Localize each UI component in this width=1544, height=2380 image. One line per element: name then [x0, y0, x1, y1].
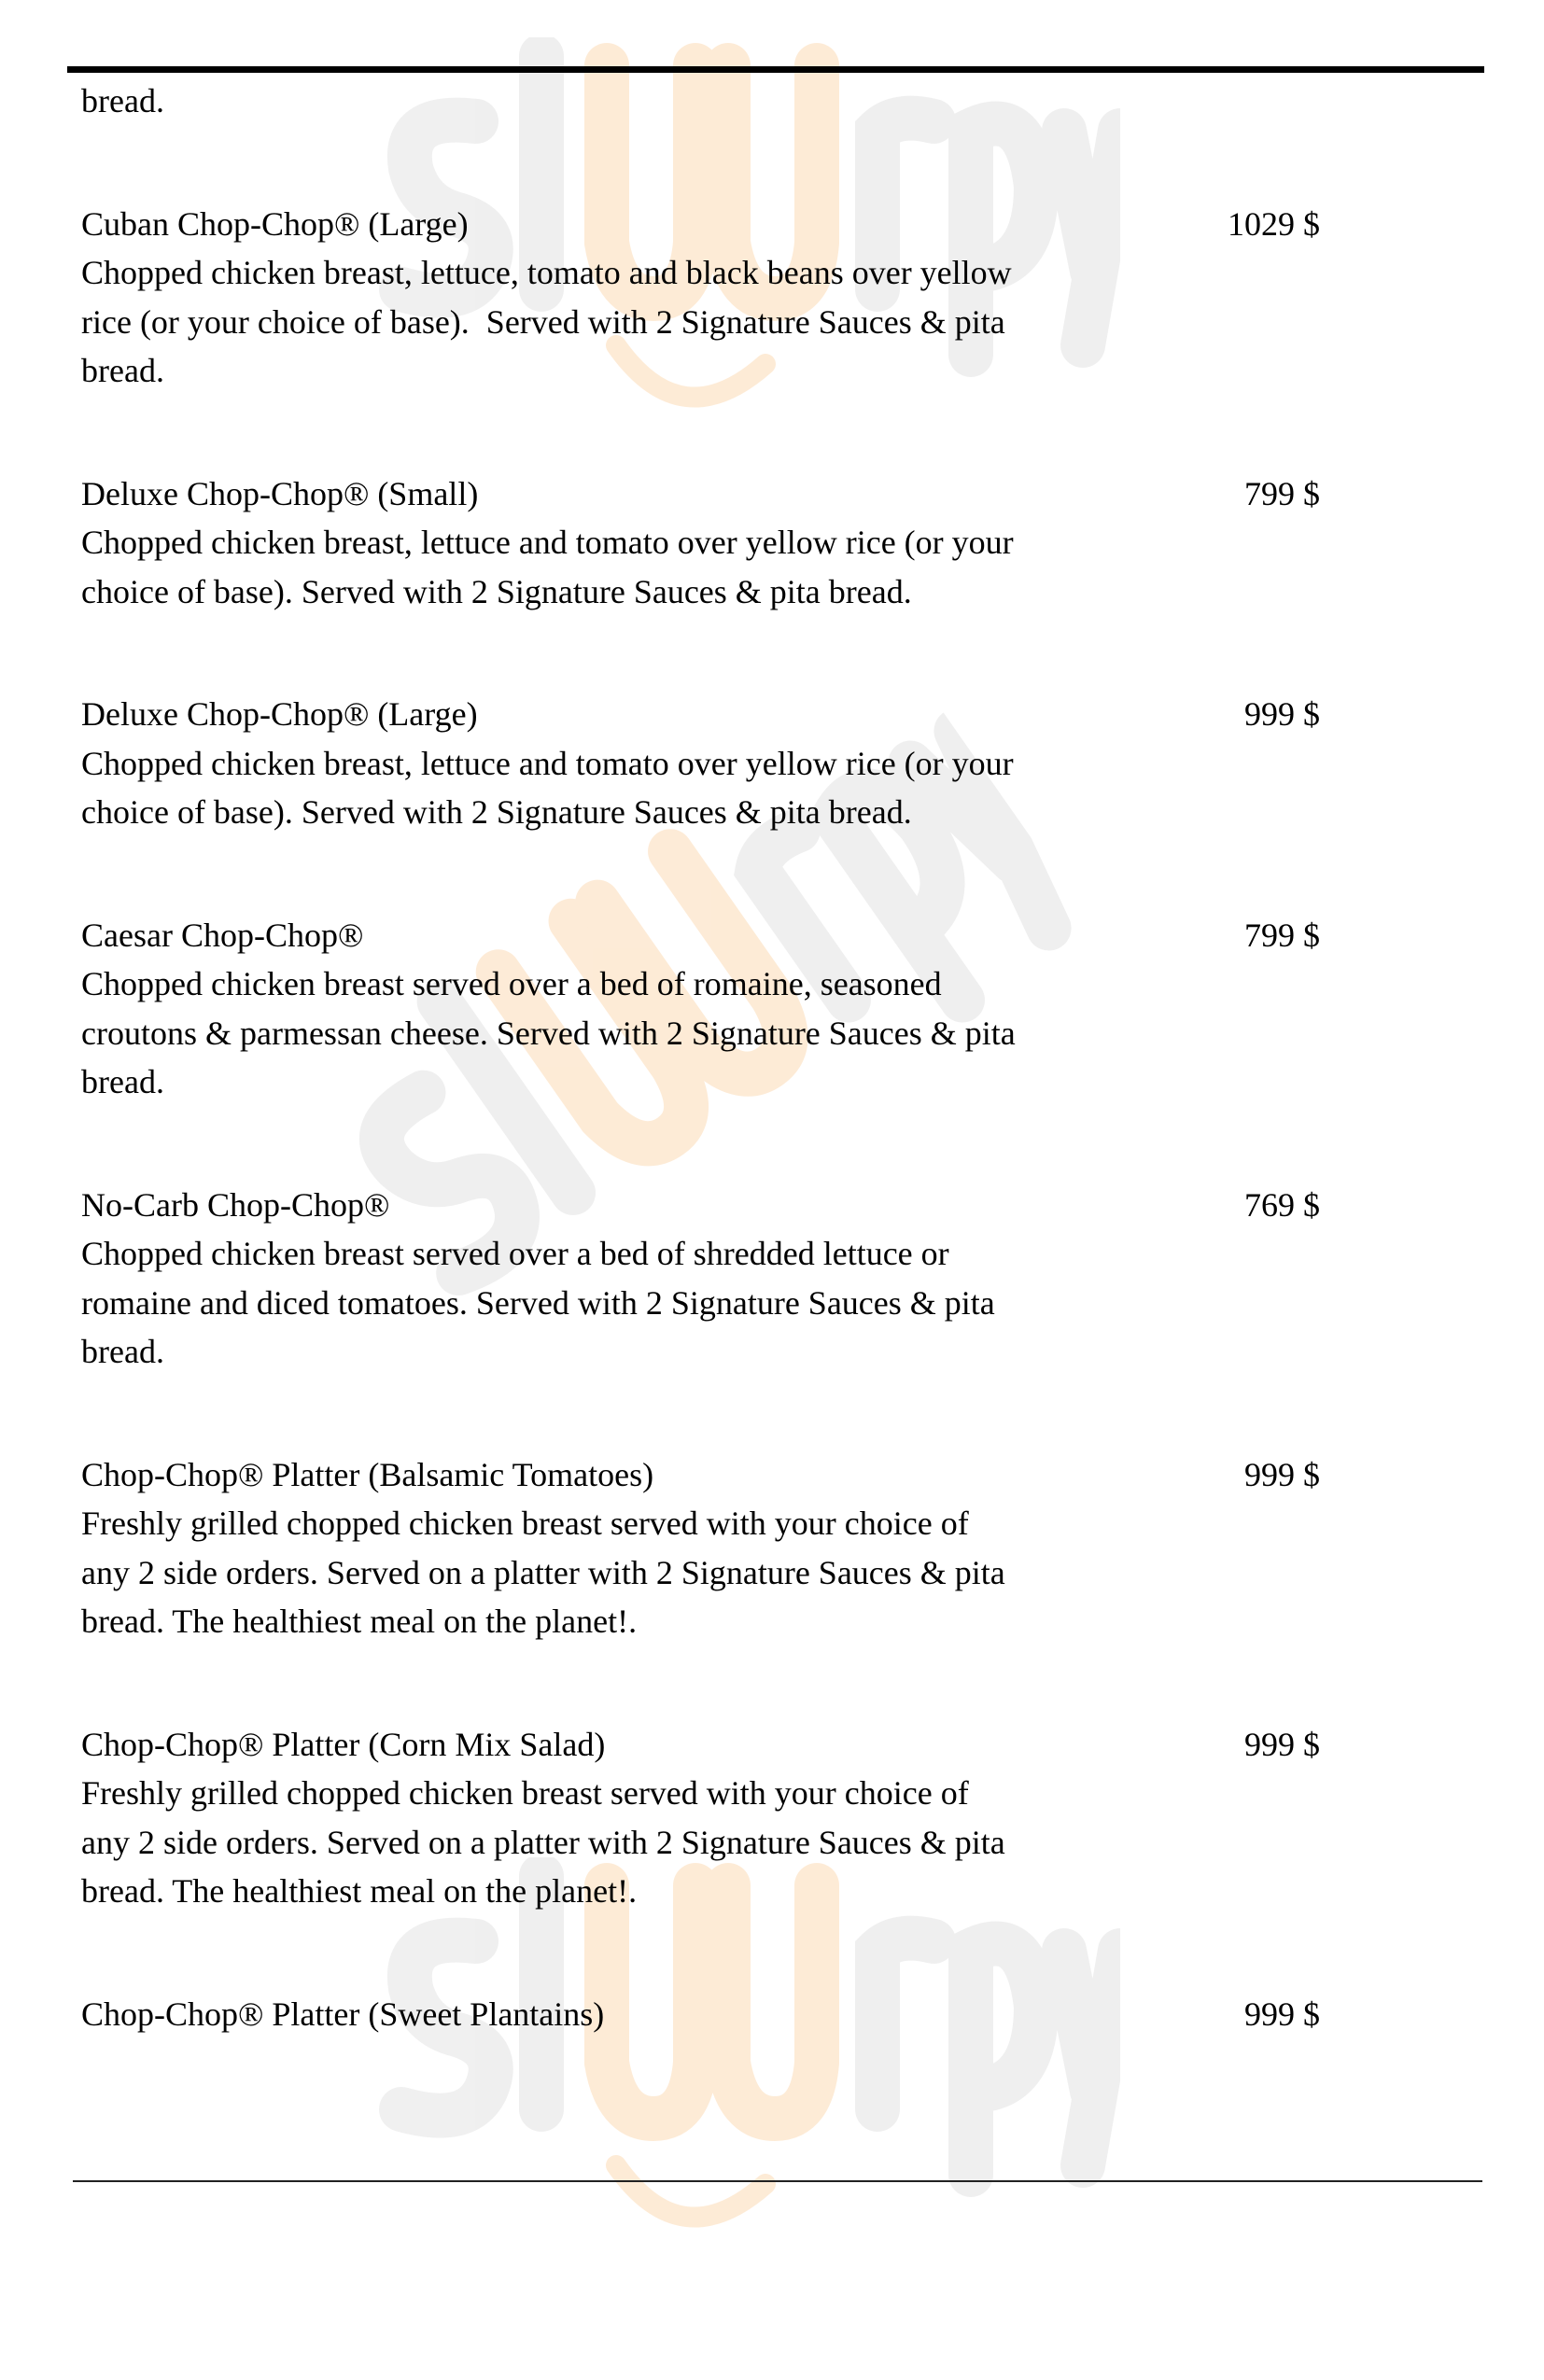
menu-list: [81, 77, 1332, 2112]
item-name: Deluxe Chop-Chop® (Small): [81, 474, 479, 512]
description-line: Chopped chicken breast served over a bed of shredded lettuce or: [81, 1235, 949, 1272]
item-price: 1029 $: [1228, 204, 1320, 243]
menu-item: [81, 690, 1332, 837]
menu-item: [81, 469, 1332, 617]
description-line: Freshly grilled chopped chicken breast served with your choice of: [81, 1774, 969, 1812]
item-price: 999 $: [1244, 695, 1320, 733]
menu-item: [81, 911, 1332, 1107]
menu-item: [81, 1720, 1332, 1916]
description-line: Freshly grilled chopped chicken breast served with your choice of: [81, 1505, 969, 1542]
item-price: 999 $: [1244, 1455, 1320, 1493]
item-price: 799 $: [1244, 916, 1320, 954]
description-line: choice of base). Served with 2 Signature Sauces & pita bread.: [81, 793, 912, 831]
bottom-divider: [73, 2180, 1482, 2182]
description-line: Chopped chicken breast, lettuce and tomato over yellow rice (or your: [81, 744, 1014, 782]
item-name: Caesar Chop-Chop®: [81, 916, 364, 954]
description-line: any 2 side orders. Served on a platter with 2 Signature Sauces & pita: [81, 1553, 1005, 1591]
description-line: bread. The healthiest meal on the planet!.: [81, 1603, 638, 1640]
item-name: No-Carb Chop-Chop®: [81, 1185, 390, 1224]
description-line: bread.: [81, 82, 164, 119]
item-price: 769 $: [1244, 1185, 1320, 1224]
menu-item: [81, 200, 1332, 396]
item-price: 999 $: [1244, 1725, 1320, 1763]
item-name: Cuban Chop-Chop® (Large): [81, 204, 469, 243]
item-price: 999 $: [1244, 1995, 1320, 2033]
description-line: bread.: [81, 1333, 164, 1370]
description-line: bread. The healthiest meal on the planet!.: [81, 1872, 638, 1910]
description-line: bread.: [81, 352, 164, 389]
description-line: any 2 side orders. Served on a platter with 2 Signature Sauces & pita: [81, 1823, 1005, 1861]
description-line: bread.: [81, 1063, 164, 1100]
description-line: croutons & parmessan cheese. Served with 2 Signature Sauces & pita: [81, 1014, 1016, 1052]
description-line: choice of base). Served with 2 Signature Sauces & pita bread.: [81, 572, 912, 610]
item-name: Chop-Chop® Platter (Balsamic Tomatoes): [81, 1455, 654, 1493]
item-name: Chop-Chop® Platter (Sweet Plantains): [81, 1995, 605, 2033]
menu-item: [81, 1990, 1332, 2039]
item-price: 799 $: [1244, 474, 1320, 512]
continued-description: [81, 77, 1332, 126]
menu-item: [81, 1181, 1332, 1377]
top-divider: [67, 66, 1484, 73]
description-line: Chopped chicken breast, lettuce, tomato and black beans over yellow: [81, 254, 1012, 291]
description-line: Chopped chicken breast, lettuce and tomato over yellow rice (or your: [81, 524, 1014, 561]
description-line: romaine and diced tomatoes. Served with 2 Signature Sauces & pita: [81, 1283, 995, 1322]
description-line: rice (or your choice of base). Served with 2 Signature Sauces & pita: [81, 302, 1005, 341]
description-line: Chopped chicken breast served over a bed of romaine, seasoned: [81, 965, 942, 1002]
menu-item: [81, 1450, 1332, 1646]
item-name: Chop-Chop® Platter (Corn Mix Salad): [81, 1725, 606, 1763]
item-name: Deluxe Chop-Chop® (Large): [81, 695, 478, 733]
